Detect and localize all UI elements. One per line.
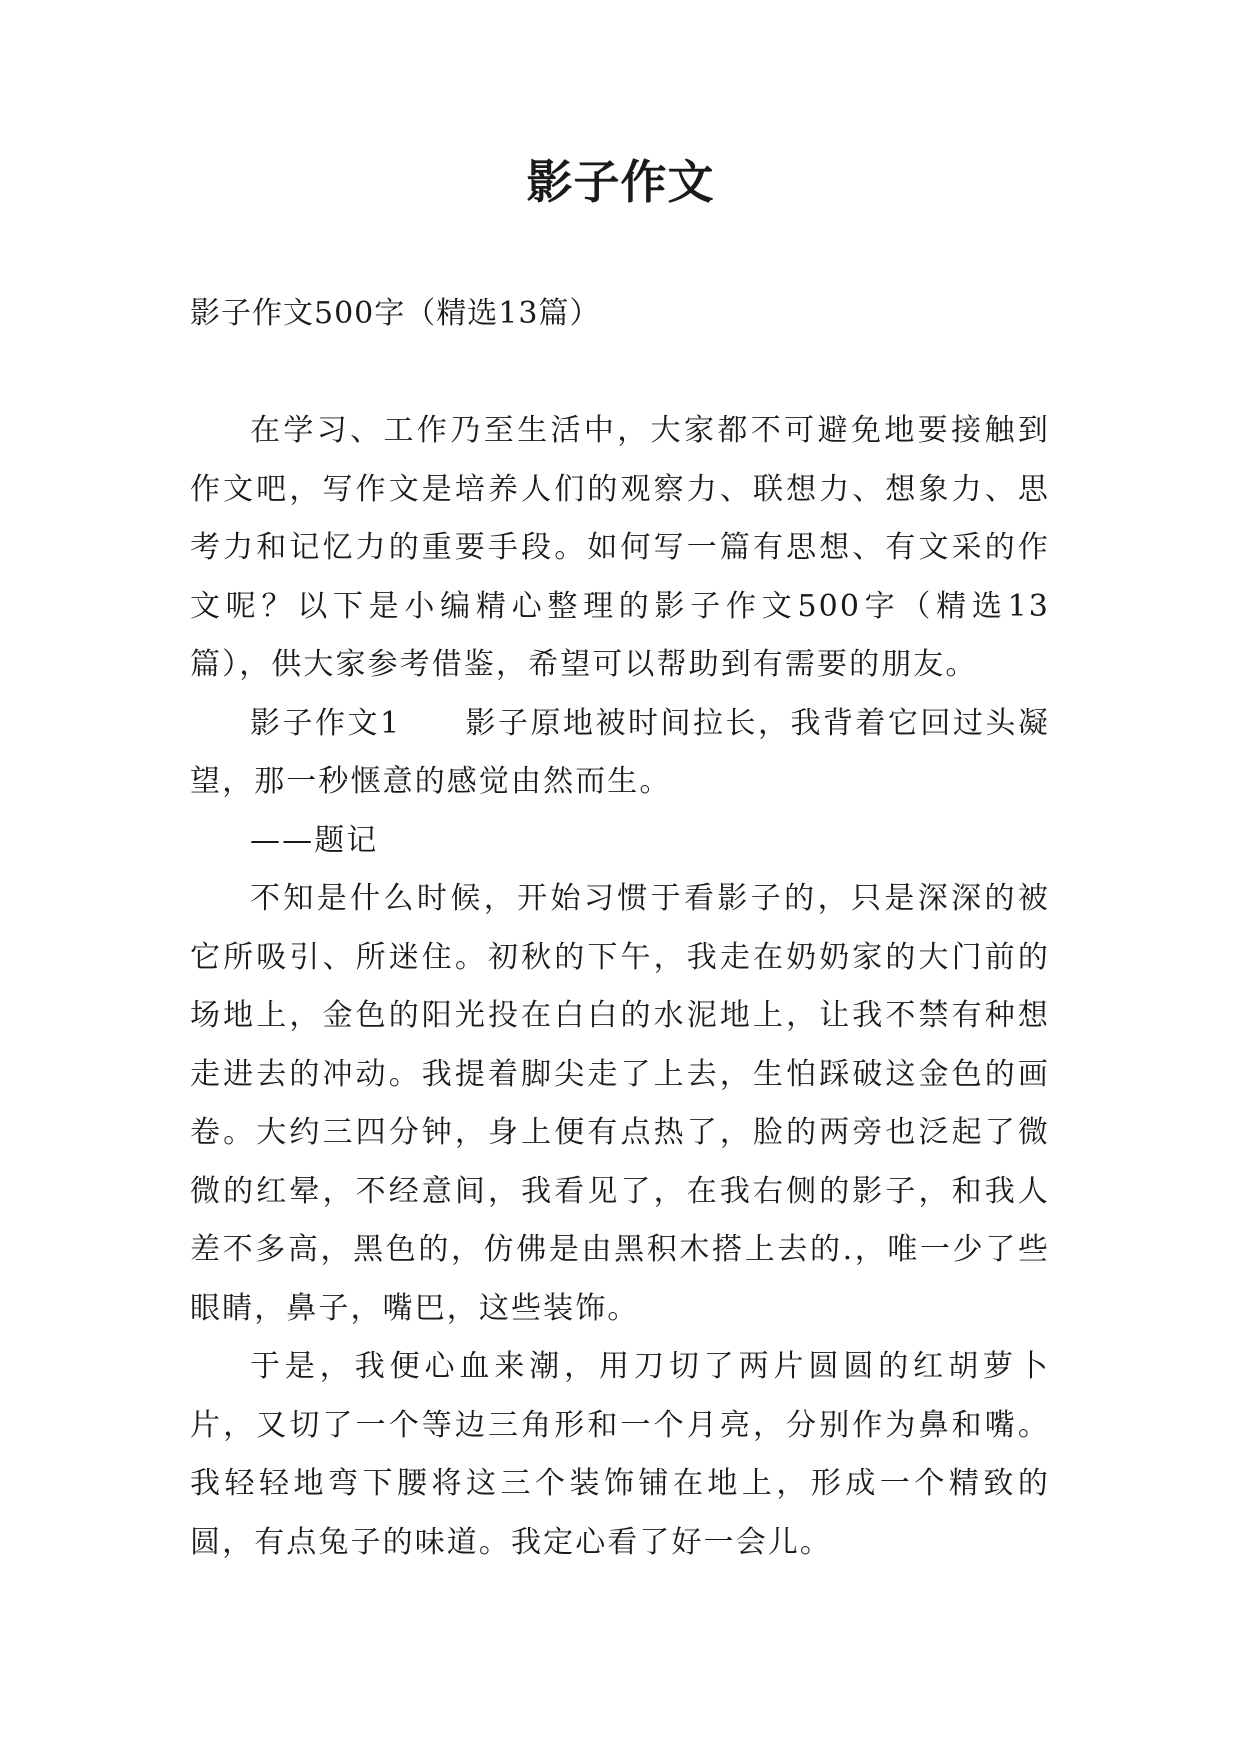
inscription-paragraph: ——题记 (250, 822, 379, 858)
document-subtitle: 影子作文500字（精选13篇） (190, 296, 601, 331)
document-title: 影子作文 (526, 155, 715, 209)
section-heading: 影子作文1 (250, 705, 402, 741)
body-paragraph: 不知是什么时候，开始习惯于看影子的，只是深深的被它所吸引、所迷住。初秋的下午，我走在奶奶家的大门前的场地上，金色的阳光投在白白的水泥地上，让我不禁有种想走进去的冲动。我提着脚尖走了上去，生怕踩破这金色的画卷。大约三四分钟，身上便有点热了，脸的两旁也泛起了微微的红晕，不经意间，我看见了，在我右侧的影子，和我人差不多高，黑色的，仿佛是由黑积木搭上去的.，唯一少了些眼睛，鼻子，嘴巴，这些装饰。 (190, 881, 1050, 1326)
section-opening-text: 影子原地被时间拉长，我背着它回过头凝望，那一秒惬意的感觉由然而生。 (190, 705, 1050, 799)
body-paragraph: 于是，我便心血来潮，用刀切了两片圆圆的红胡萝卜片，又切了一个等边三角形和一个月亮，分别作为鼻和嘴。我轻轻地弯下腰将这三个装饰铺在地上，形成一个精致的圆，有点兔子的味道。我定心看了好一会儿。 (190, 1349, 1050, 1560)
document-body (190, 402, 1050, 1572)
section-paragraph (190, 695, 1050, 812)
intro-paragraph: 在学习、工作乃至生活中，大家都不可避免地要接触到作文吧，写作文是培养人们的观察力、联想力、想象力、思考力和记忆力的重要手段。如何写一篇有思想、有文采的作文呢？以下是小编精心整理的影子作文500字（精选13篇），供大家参考借鉴，希望可以帮助到有需要的朋友。 (190, 413, 1050, 682)
